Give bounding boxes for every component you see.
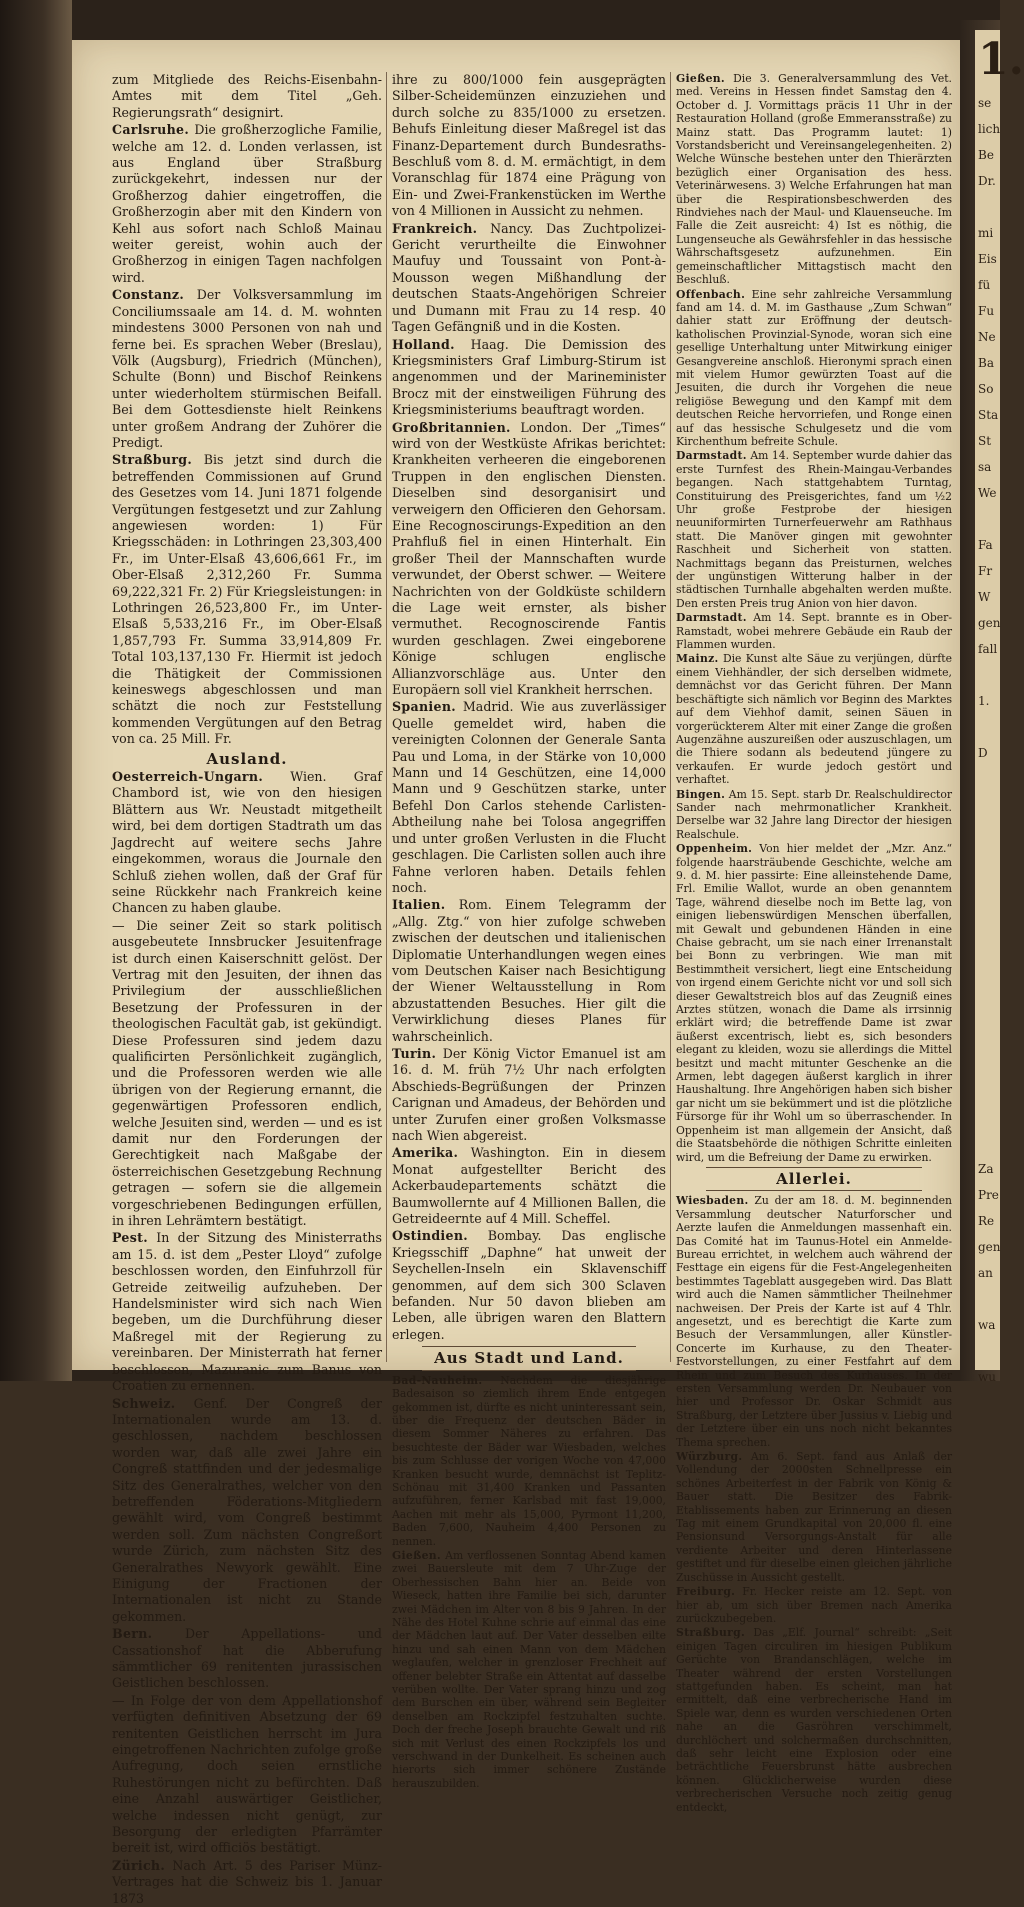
edge-fragment: [978, 194, 1000, 220]
place-heading: Darmstadt.: [676, 611, 747, 625]
edge-fragment: sa: [978, 460, 992, 474]
edge-fragment: Dr.: [978, 174, 996, 188]
article-paragraph: Bad-Nauheim. Nachdem die diesjährige Badesaison so ziemlich ihrem Ende entgegen gekommen ist, dürfte es nicht uninteressant sein, über die Frequenz der deutschen Bäder in diesem Sommer Näheres zu erfahren. Das besuchteste der Bäder war Wiesbaden, welches bis zum Schlusse der vorigen Woche von 47,000 Kranken besucht wurde, demnächst ist Teplitz-Schönau mit 31,400 Kranken und Passanten aufzuführen, ferner Karlsbad mit fast 19,000, Aachen mit mehr als 15,000, Pyrmont 11,200, Baden 7,600, Nauheim 4,400 Personen zu nennen.: [392, 1373, 666, 1548]
section-divider: [422, 1370, 636, 1371]
article-paragraph: Frankreich. Nancy. Das Zuchtpolizei-Gericht verurtheilte die Einwohner Maufuy und Toussaint von Pont-à-Mousson wegen Mißhandlung der deutschen Staats-Angehörigen Schreier und Dumann mit Frau zu 14 resp. 40 Tagen Gefängniß und in die Kosten.: [392, 220, 666, 335]
place-heading: Zürich.: [112, 1857, 166, 1873]
edge-fragment: [978, 948, 1000, 974]
edge-fragment: [978, 506, 1000, 532]
edge-fragment: Eis: [978, 252, 997, 266]
article-paragraph: Turin. Der König Victor Emanuel ist am 16. d. M. früh 7½ Uhr nach erfolgten Abschieds-Begrüßungen der Prinzen Carignan und Amadeus, der Behörden und unter Zurufen einer großen Volksmasse nach Wien abgereist.: [392, 1045, 666, 1143]
article-paragraph: Darmstadt. Am 14. September wurde dahier das erste Turnfest des Rhein-Maingau-Verbandes begangen. Nach stattgehabtem Turntag, Constituirung des Preisgerichtes, fand um ½2 Uhr große Festprobe der hiesigen neuuniformirten Turnerfeuerwehr am Rathhaus statt. Die Manöver gingen mit gewohnter Raschheit und Sicherheit von statten. Nachmittags begann das Preisturnen, welches der ungünstigen Witterung halber in der städtischen Turnhalle abgehalten werden mußte. Den ersten Preis trug Anion von hier davon.: [676, 449, 952, 610]
country-heading: Holland.: [392, 336, 455, 352]
edge-fragment: We: [978, 486, 997, 500]
edge-fragment: se: [978, 96, 992, 110]
edge-fragment: [978, 818, 1000, 844]
place-heading: Freiburg.: [676, 1585, 736, 1599]
edge-fragment: Fu: [978, 304, 995, 318]
column-rule-2: [670, 72, 671, 1362]
country-heading: Oesterreich-Ungarn.: [112, 769, 264, 785]
article-paragraph: Pest. In der Sitzung des Ministerraths am 15. d. ist dem „Pester Lloyd“ zufolge beschlossen worden, den Einfuhrzoll für Getreide zeitweilig aufzuheben. Der Handelsminister wird sich nach Wien begeben, um die Durchführung dieser Maßregel mit der Regierung zu vereinbaren. Der Ministerrath hat ferner beschlossen, Mazuranic zum Banus von Croatien zu ernennen.: [112, 1230, 382, 1394]
article-paragraph: Großbritannien. London. Der „Times“ wird von der Westküste Afrikas berichtet: Krankheiten verheeren die eingeborenen Truppen in den englischen Diensten. Dieselben sind desorganisirt und verweigern den Officieren den Gehorsam. Eine Recognoscirungs-Expedition an den Prahfluß fiel in einen Hinterhalt. Ein großer Theil der Mannschaften wurde verwundet, der Oberst schwer. — Weitere Nachrichten von der Goldküste schildern die Lage weit ernster, als bisher vermuthet. Recognoscirende Fantis wurden geschlagen. Zwei eingeborene Könige schlugen englische Allianzvorschläge aus. Unter den Europäern soll viel Krankheit herrschen.: [392, 419, 666, 698]
edge-fragment: Sta: [978, 408, 999, 422]
edge-big-fragment: 1.: [978, 34, 1024, 85]
article-paragraph: Carlsruhe. Die großherzogliche Familie, welche am 12. d. Londen verlassen, ist aus England über Straßburg zurückgekehrt, indessen nur der Großherzog dahier eingetroffen, die Großherzogin aber mit den Kindern von Kehl aus sofort nach Schloß Mainau weiter gereist, wohin auch der Großherzog in einigen Tagen nachfolgen wird.: [112, 122, 382, 285]
article-paragraph: Straßburg. Das „Elf. Journal“ schreibt: „Seit einigen Tagen circuliren im hiesigen Publikum Gerüchte von Brandanschlägen, welche im Theater während der ersten Vorstellungen stattgefunden haben. Es scheint, man hat ermittelt, daß eine verbrecherische Hand im Spiele war, denn es wurden verschiedenen Orten nahe an die Gasröhren verschimmelt, durchlöchert und solchermaßen durchschnitten, daß sehr leicht eine Explosion oder eine beträchtliche Feuersbrunst hätte ausbrechen können. Glücklicherweise wurden diese verbrecherischen Versuche noch zeitig genug entdeckt,: [676, 1626, 952, 1814]
country-heading: Amerika.: [392, 1145, 459, 1161]
edge-fragment: [978, 766, 1000, 792]
edge-fragment: [978, 662, 1000, 688]
article-paragraph: Mainz. Die Kunst alte Säue zu verjüngen, dürfte einem Viehhändler, der sich derselben widmete, demnächst vor das Gericht führen. Der Mann beschäftigte sich nämlich vor Beginn des Marktes auf dem Viehhof damit, seinen Säuen in vorgerückterem Alter mit einer Zange die großen Augenzähne auszureißen oder auszuschlagen, um die Thiere sodann als bedeutend jüngere zu verkaufen. Er wurde jedoch gestört und verhaftet.: [676, 652, 952, 787]
edge-fragment-list: [975, 90, 1000, 1390]
edge-fragment: [978, 1130, 1000, 1156]
article-paragraph: Oppenheim. Von hier meldet der „Mzr. Anz.“ folgende haarsträubende Geschichte, welche am 9. d. M. hier passirte: Eine alleinstehende Dame, Frl. Emilie Wallot, wurde an oben genanntem Tage, während dieselbe noch im Bette lag, von einigen liebenswürdigen Menschen überfallen, mit Gewalt und gebundenen Händen in eine Chaise gebracht, um sie nach einer Irrenanstalt bei Bonn zu verbringen. Wie man mit Bestimmtheit versichert, liegt eine Entscheidung von irgend einem Gerichte nicht vor und soll sich dieser Gewaltstreich blos auf das Zeugniß eines Arztes stützen, wonach die Dame als irrsinnig erklärt wird; die betreffende Dame ist zwar äußerst excentrisch, liebt es, sich besonders elegant zu kleiden, wozu sie allerdings die Mittel besitzt und macht mitunter Geschenke an die Armen, lebt dagegen äußerst karglich in ihrer Haushaltung. Ihre Angehörigen haben sich bisher gar nicht um sie bekümmert und ist die plötzliche Fürsorge für ihr Wohl um so überraschender. In Oppenheim ist man allgemein der Ansicht, daß die Staatsbehörde die nöthigen Schritte einleiten wird, um die Befreiung der Dame zu erwirken.: [676, 842, 952, 1164]
article-paragraph: — Die seiner Zeit so stark politisch ausgebeutete Innsbrucker Jesuitenfrage ist durch einen Kaiserschnitt gelöst. Der Vertrag mit den Jesuiten, der ihnen das Privilegium der ausschließlichen Besetzung der Professuren in der theologischen Facultät gab, ist gekündigt. Diese Professuren sind jedem dazu qualificirten Persönlichkeit zugänglich, und die Professoren werden wie alle übrigen von der Regierung ernannt, die gegenwärtigen Professoren endlich, welche Jesuiten sind, werden — und es ist damit nur den Forderungen der Gerechtigkeit nach Maßgabe der österreichischen Gesetzgebung Rechnung getragen — sofern sie die allgemein vorgeschriebenen Bedingungen erfüllen, in ihren Lehrämtern bestätigt.: [112, 917, 382, 1229]
column-2: [392, 72, 666, 1790]
book-spine-left: [0, 0, 72, 1381]
edge-fragment: lich: [978, 122, 1001, 136]
section-divider: [422, 1346, 636, 1347]
country-heading: Schweiz.: [112, 1395, 176, 1411]
section-divider: [706, 1190, 922, 1191]
section-heading-allerlei: Allerlei.: [776, 1169, 852, 1188]
edge-fragment: [978, 896, 1000, 922]
edge-fragment: wa: [978, 1318, 996, 1332]
edge-fragment: gen: [978, 1240, 1001, 1254]
article-paragraph: Spanien. Madrid. Wie aus zuverlässiger Quelle gemeldet wird, haben die vereinigten Colonnen der Generale Santa Pau und Loma, in der Stärke von 10,000 Mann und 14 Geschützen, eine 14,000 Mann und 9 Geschützen starke, unter Befehl Don Carlos stehende Carlisten-Abtheilung nahe bei Tolosa angegriffen und unter großen Verlusten in die Flucht geschlagen. Die Carlisten sollen auch ihre Fahne verloren haben. Details fehlen noch.: [392, 699, 666, 895]
place-heading: Pest.: [112, 1230, 148, 1246]
edge-fragment: D: [978, 746, 988, 760]
edge-fragment: Fr: [978, 564, 993, 578]
edge-fragment: [978, 974, 1000, 1000]
country-heading: Italien.: [392, 897, 446, 913]
section-heading-ausland: Ausland.: [206, 749, 288, 768]
edge-fragment: fü: [978, 278, 991, 292]
place-heading: Gießen.: [676, 72, 725, 85]
edge-fragment: [978, 714, 1000, 740]
country-heading: Ostindien.: [392, 1228, 468, 1244]
edge-fragment: Re: [978, 1214, 995, 1228]
place-heading: Bern.: [112, 1626, 153, 1642]
article-paragraph: zum Mitgliede des Reichs-Eisenbahn-Amtes mit dem Titel „Geh. Regierungsrath“ designirt.: [112, 72, 382, 120]
article-paragraph: Amerika. Washington. Ein in diesem Monat aufgestellter Bericht des Ackerbaudepartements schätzt die Baumwollernte auf 4 Millionen Ballen, die Getreideernte auf 4 Mill. Scheffel.: [392, 1145, 666, 1227]
edge-fragment: gen: [978, 616, 1001, 630]
edge-fragment: [978, 870, 1000, 896]
article-paragraph: Holland. Haag. Die Demission des Kriegsministers Graf Limburg-Stirum ist angenommen und der Marineminister Brocz mit der einstweiligen Führung des Kriegsministeriums beauftragt worden.: [392, 336, 666, 418]
edge-fragment: 1.: [978, 694, 990, 708]
place-heading: Carlsruhe.: [112, 122, 190, 138]
edge-fragment: Ne: [978, 330, 996, 344]
edge-fragment: [978, 1104, 1000, 1130]
place-heading: Wiesbaden.: [676, 1194, 749, 1208]
article-paragraph: — In Folge der von dem Appellationshof verfügten definitiven Absetzung der 69 renitenten Geistlichen herrscht im Jura eingetroffenen Nachrichten zufolge große Aufregung, doch seien ernstliche Ruhestörungen nicht zu befürchten. Daß eine Anzahl auswärtiger Geistlicher, welche indessen nicht genügt, zur Besorgung der erledigten Pfarrämter bereit ist, wird officiös bestätigt.: [112, 1692, 382, 1856]
edge-fragment: St: [978, 434, 992, 448]
edge-fragment: [978, 1000, 1000, 1026]
edge-fragment: an: [978, 1266, 993, 1280]
country-heading: Frankreich.: [392, 220, 478, 236]
article-paragraph: Straßburg. Bis jetzt sind durch die betreffenden Commissionen auf Grund des Gesetzes vom 14. Juni 1871 folgende Vergütungen festgesetzt und zur Zahlung angewiesen worden: 1) Für Kriegsschäden: in Lothringen 23,303,400 Fr., im Unter-Elsaß 43,606,661 Fr., im Ober-Elsaß 2,312,260 Fr. Summa 69,222,321 Fr. 2) Für Kriegsleistungen: in Lothringen 26,523,800 Fr., im Unter-Elsaß 5,533,216 Fr., im Ober-Elsaß 1,857,793 Fr. Summa 33,914,809 Fr. Total 103,137,130 Fr. Hiermit ist jedoch die Thätigkeit der Commissionen keineswegs abgeschlossen und man schätzt die noch zur Feststellung kommenden Vergütungen auf den Betrag von ca. 25 Mill. Fr.: [112, 452, 382, 747]
edge-fragment: [978, 1078, 1000, 1104]
edge-fragment: So: [978, 382, 994, 396]
edge-fragment: Be: [978, 148, 994, 162]
article-paragraph: ihre zu 800/1000 fein ausgeprägten Silber-Scheidemünzen einzuziehen und durch solche zu 835/1000 zu ersetzen. Behufs Einleitung dieser Maßregel ist das Finanz-Departement durch Bundesraths-Beschluß vom 8. d. M. ermächtigt, in dem Voranschlag für 1874 eine Prägung von Ein- und Zwei-Frankenstücken im Werthe von 4 Millionen in Aussicht zu nehmen.: [392, 72, 666, 219]
article-paragraph: Gießen. Die 3. Generalversammlung des Vet. med. Vereins in Hessen findet Samstag den 4. October d. J. Vormittags präcis 11 Uhr in der Restauration Holland (große Emmeransstraße) zu Mainz statt. Das Programm lautet: 1) Vorstandsbericht und Vereinsangelegenheiten. 2) Welche Wünsche bestehen unter den Thierärzten bezüglich einer Organisation des hess. Veterinärwesens. 3) Welche Erfahrungen hat man über die Respirationsbeschwerden des Rindviehes nach der Maul- und Klauenseuche. Im Falle die Zeit ausreicht: 4) Ist es nöthig, die Lungenseuche als Gewährsfehler in das hessische Währschaftsgesetz aufzunehmen. Ein gemeinschaftlicher Mittagstisch macht den Beschluß.: [676, 72, 952, 287]
edge-fragment: [978, 844, 1000, 870]
article-paragraph: Schweiz. Genf. Der Congreß der Internationalen wurde am 13. d. geschlossen, nachdem beschlossen worden war, daß alle zwei Jahre ein Congreß stattfinden und der jedesmalige Sitz des Generalrathes, welcher von den betreffenden Föderations-Mitgliedern gewählt wird, vom Congreß bestimmt werden soll. Zum nächsten Congreßort wurde Zürich, zum nächsten Sitz des Generalrathes Newyork gewählt. Eine Einigung der Fractionen der Internationalen ist nicht zu Stande gekommen.: [112, 1395, 382, 1624]
place-heading: Würzburg.: [676, 1450, 743, 1464]
edge-fragment: Pre: [978, 1188, 999, 1202]
country-heading: Großbritannien.: [392, 419, 511, 435]
edge-fragment: fall: [978, 642, 998, 656]
article-paragraph: Offenbach. Eine sehr zahlreiche Versammlung fand am 14. d. M. im Gasthause „Zum Schwan“ dahier statt zur Eröffnung der deutsch-katholischen Provinzial-Synode, woran sich eine gesellige Unterhaltung unter Mitwirkung einiger Gesangvereine anschloß. Hieronymi sprach einen mit vielem Humor gewürzten Toast auf die Jesuiten, die durch ihr Vorgehen die neue religiöse Bewegung und den Kampf mit dem deutschen Reiche hervorriefen, und Ronge einen auf das hessische Schulgesetz und die vom Kirchenthum befreite Schule.: [676, 287, 952, 448]
edge-fragment: [978, 922, 1000, 948]
edge-fragment: W: [978, 590, 991, 604]
place-heading: Offenbach.: [676, 287, 746, 301]
edge-fragment: [978, 1026, 1000, 1052]
next-page-edge: [975, 30, 1024, 1384]
place-heading: Gießen.: [392, 1548, 441, 1562]
article-paragraph: Constanz. Der Volksversammlung im Conciliumssaale am 14. d. M. wohnten mindestens 3000 Personen von nah und ferne bei. Es sprachen Weber (Breslau), Völk (Augsburg), Friedrich (München), Schulte (Bonn) und Bischof Reinkens unter wiederholtem stürmischen Beifall. Bei dem Gottesdienste hielt Reinkens unter großem Andrang der Zuhörer die Predigt.: [112, 287, 382, 450]
edge-fragment: [978, 792, 1000, 818]
column-rule-1: [386, 72, 387, 1362]
edge-fragment: Za: [978, 1162, 994, 1176]
article-paragraph: Darmstadt. Am 14. Sept. brannte es in Ober-Ramstadt, wobei mehrere Gebäude ein Raub der Flammen wurden.: [676, 611, 952, 652]
column-1: [112, 72, 382, 1906]
article-paragraph: Würzburg. Am 6. Sept. fand aus Anlaß der Vollendung der 2000sten Schnellpresse ein schönes Arbeiterfest in der Fabrik von König & Bauer statt. Die Besitzer des Fabrik-Etablissements haben zur Erinnerung an diesen Tag mit einem Grundkapital von 20,000 fl. eine Pensionsund Versorgungs-Anstalt für alle verdiente Arbeiter und deren Hinterlassene gestiftet und für dieselbe einen gleichen jährliche Zuschüsse in Aussicht gestellt.: [676, 1450, 952, 1584]
column-3: [676, 72, 952, 1814]
place-heading: Turin.: [392, 1045, 437, 1061]
place-heading: Darmstadt.: [676, 449, 747, 463]
article-paragraph: Freiburg. Fr. Hecker reiste am 12. Sept. von hier ab, um sich über Bremen nach Amerika zurückzubegeben.: [676, 1585, 952, 1625]
article-paragraph: Italien. Rom. Einem Telegramm der „Allg. Ztg.“ von hier zufolge schweben zwischen der deutschen und italienischen Diplomatie Unterhandlungen wegen eines vom Deutschen Kaiser nach Besichtigung der Wiener Weltausstellung in Rom abzustattenden Besuches. Hier gilt die Verwirklichung dieses Planes für wahrscheinlich.: [392, 897, 666, 1044]
country-heading: Spanien.: [392, 699, 456, 715]
article-paragraph: Ostindien. Bombay. Das englische Kriegsschiff „Daphne“ hat unweit der Seychellen-Inseln ein Sklavenschiff genommen, auf dem sich 300 Sclaven befanden. Nur 50 davon blieben am Leben, alle übrigen waren den Blattern erlegen.: [392, 1228, 666, 1342]
section-heading-stadt-und-land: Aus Stadt und Land.: [434, 1349, 624, 1368]
edge-fragment: mi: [978, 226, 994, 240]
place-heading: Bad-Nauheim.: [392, 1373, 483, 1387]
edge-fragment: wu: [978, 1370, 996, 1384]
edge-fragment: [978, 1338, 1000, 1364]
article-paragraph: Bern. Der Appellations- und Cassationshof hat die Abberufung sämmtlicher 69 renitenten jurassischen Geistlichen beschlossen.: [112, 1626, 382, 1691]
article-paragraph: Gießen. Am verflossenen Sonntag Abend kamen zwei Bauersleute mit dem 7 Uhr-Zuge der Oberhessischen Bahn hier an. Beide von Wieseck, hatten ihre Familie bei sich, darunter zwei Mädchen im Alter von 8 bis 9 Jahren. In der Nähe des Hotel Kuhne schrie auf einmal das eine der Mädchen laut auf. Der Vater desselben eilte hinzu und sah einen Mann von dem Mädchen weglaufen, welcher in grenzloser Frechheit auf offener belebter Straße ein Attentat auf dasselbe verüben wollte. Der Vater sprang hinzu und zog dem Burschen ein über, während sein Begleiter denselben am Rockzipfel festzuhalten suchte. Doch der freche Joseph brauchte Gewalt und riß sich mit Verlust des einen Rockzipfels los und verschwand in der Dunkelheit. Es scheinen auch hierorts sich immer schönere Zustände herauszubilden.: [392, 1548, 666, 1790]
place-heading: Straßburg.: [112, 452, 193, 468]
edge-fragment: Fa: [978, 538, 993, 552]
place-heading: Oppenheim.: [676, 842, 753, 856]
article-paragraph: Wiesbaden. Zu der am 18. d. M. beginnenden Versammlung deutscher Naturforscher und Aerzte laufen die Anmeldungen massenhaft ein. Das Comité hat im Taunus-Hotel ein Anmelde-Bureau errichtet, in welchem auch während der Festtage ein eigens für die Fest-Angelegenheiten bestimmtes Tageblatt ausgegeben wird. Das Blatt wird auch die Namen sämmtlicher Theilnehmer nachweisen. Der Preis der Karte ist auf 4 Thlr. angesetzt, und es berechtigt die Karte zum Besuch der Versammlungen, aller Künstler-Concerte im Kurhause, zu den Theater-Festvorstellungen, zu einer Festfahrt auf dem Rhein und zum Besuch des Kurhauses. In der ersten Versammlung werden Dr. Neubauer von hier und Professor Dr. Oskar Schmidt aus Straßburg, der Letztere über Jussius v. Liebig und der Letztere über ein uns noch nicht bekanntes Thema sprechen.: [676, 1194, 952, 1449]
article-paragraph: Zürich. Nach Art. 5 des Pariser Münz-Vertrages hat die Schweiz bis 1. Januar 1873: [112, 1857, 382, 1906]
place-heading: Constanz.: [112, 287, 185, 303]
place-heading: Mainz.: [676, 652, 719, 666]
edge-fragment: [978, 1052, 1000, 1078]
place-heading: Straßburg.: [676, 1626, 746, 1640]
article-paragraph: Oesterreich-Ungarn. Wien. Graf Chambord ist, wie von den hiesigen Blättern aus Wr. Neustadt mitgetheilt wird, bei dem dortigen Stadtrath um das Jagdrecht auf weitere sechs Jahre eingekommen, woraus die Journale den Schluß ziehen wollen, daß der Graf für seine Rückkehr nach Frankreich keine Chancen zu haben glaube.: [112, 769, 382, 916]
edge-fragment: [978, 1286, 1000, 1312]
article-paragraph: Bingen. Am 15. Sept. starb Dr. Realschuldirector Sander nach mehrmonatlicher Krankheit. Derselbe war 32 Jahre lang Director der hiesigen Realschule.: [676, 787, 952, 841]
edge-fragment: Ba: [978, 356, 994, 370]
place-heading: Bingen.: [676, 787, 726, 801]
section-divider: [706, 1167, 922, 1168]
